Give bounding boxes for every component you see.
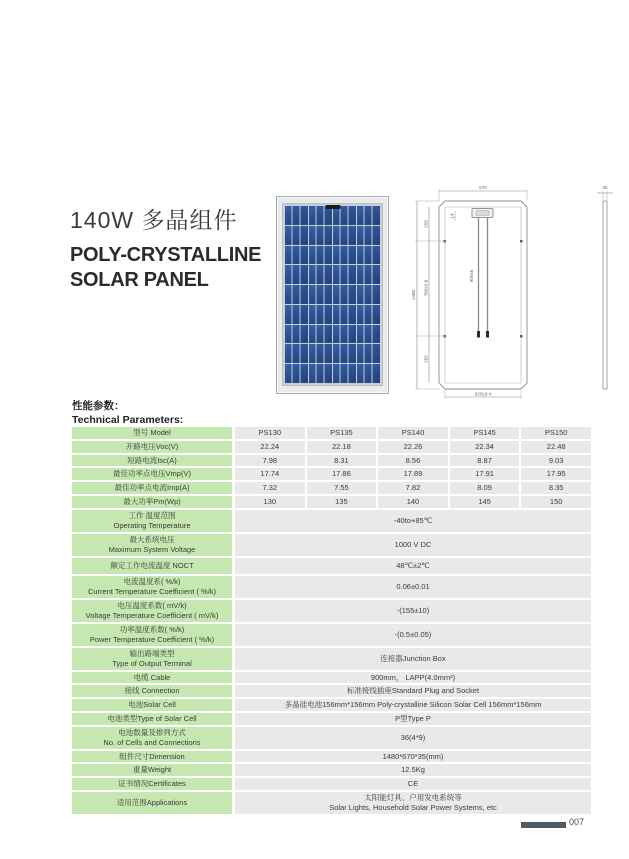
dim-segment-bottom-label: 250 [423,355,429,363]
cell-value: 17.91 [450,468,520,480]
table-row-imp [72,482,591,494]
solar-cell [309,246,332,265]
footer-accent-bar [521,822,566,828]
cell-value: 连接器Junction Box [235,648,591,670]
solar-cell [285,344,308,363]
row-label: 最佳功率点电流Imp(A) [72,482,232,494]
table-row-output-terminal [72,648,591,670]
cell-value: PS130 [235,427,305,439]
solar-panel-photo [276,196,389,394]
solar-cell [333,344,356,363]
solar-cell [333,246,356,265]
mount-hole [520,240,522,242]
solar-cell [357,265,380,284]
solar-cell [309,265,332,284]
cell-value: 8.35 [521,482,591,494]
solar-cell [285,226,308,245]
cell-value: 7.98 [235,455,305,467]
cell-value: 22.18 [307,441,377,453]
table-row-voc [72,441,591,453]
row-label-zh: 功率温度系数( %/k) [119,624,185,634]
row-values [235,441,591,453]
cell-value: 17.95 [521,468,591,480]
row-label-en: Voltage Temperature Coefficient ( mV/k) [85,610,219,620]
cell-value: 9.03 [521,455,591,467]
table-row-operating-temperature [72,510,591,532]
spec-table [72,427,591,816]
cell-value: 150 [521,496,591,508]
solar-cell [285,206,308,225]
dim-segment-top-label: 250 [423,220,429,228]
table-row-voltage-temp-coefficient [72,600,591,622]
cell-value: -(155±10) [235,600,591,622]
cell-value: 22.34 [450,441,520,453]
row-label-zh: 工作 温度范围 [128,510,176,520]
solar-cell [285,246,308,265]
solar-cell [357,364,380,383]
dim-segment-mid-label: 780±0.6 [423,279,429,297]
cell-value: -40to+85℃ [235,510,591,532]
cell-value: 900mm， LAPP(4.0mm²) [235,672,591,684]
row-label [72,624,232,646]
solar-cell [357,325,380,344]
row-values [235,482,591,494]
solar-cell [357,305,380,324]
solar-cell [309,285,332,304]
cell-value: PS135 [307,427,377,439]
dim-width-top-label: 670 [479,185,487,190]
solar-cell [357,344,380,363]
parameters-heading-en: Technical Parameters: [72,414,184,426]
solar-cell [309,226,332,245]
table-row-model [72,427,591,439]
cell-value: 8.56 [378,455,448,467]
cell-value: 22.24 [235,441,305,453]
solar-cell [357,285,380,304]
cell-value: 标准接线插座Standard Plug and Socket [235,685,591,697]
cell-value-zh: 太阳能灯具、户用发电系统等 [364,793,462,802]
cell-value-en: Solar Lights, Household Solar Power Systems, etc [329,802,497,812]
solar-cell [285,325,308,344]
solar-cell [357,226,380,245]
solar-cell [357,246,380,265]
row-label: 开路电压Voc(V) [72,441,232,453]
solar-cell [285,305,308,324]
product-title-en-line2: SOLAR PANEL [70,269,209,291]
table-row-current-temp-coefficient [72,576,591,598]
row-label-en: Maximum System Voltage [108,544,196,554]
solar-cell [357,206,380,225]
dim-thickness-label: 35 [602,185,608,190]
row-label-en: Power Temperature Coefficient ( %/k) [89,634,215,644]
cell-value: 36(4*9) [235,727,591,749]
table-row-cells-connections [72,727,591,749]
cell-value: 8.87 [450,455,520,467]
product-title-zh: 140W 多晶组件 [70,207,238,233]
row-label: 最大功率Pm(Wp) [72,496,232,508]
parameters-heading [72,398,183,426]
row-values [235,468,591,480]
cell-value: 多晶硅电池156mm*156mm Poly-crystalline Silicon Solar Cell 156mm*156mm [235,699,591,711]
row-label: 适用范围Applications [72,792,232,814]
table-row-isc [72,455,591,467]
row-label [72,648,232,670]
solar-cell [309,325,332,344]
cell-value: 135 [307,496,377,508]
table-row-cell-type [72,713,591,725]
solar-cell [333,285,356,304]
cell-value: 48℃±2℃ [235,558,591,574]
row-label [72,600,232,622]
solar-panel-cell-grid [282,203,383,386]
solar-cell [309,364,332,383]
row-label: 电池类型Type of Solar Cell [72,713,232,725]
cell-value: 17.74 [235,468,305,480]
row-label-en: Type of Output Terminal [112,658,192,668]
row-label-zh: 最大系统电压 [129,534,175,544]
dimension-drawing [407,181,629,403]
product-title-en-line1: POLY-CRYSTALLINE [70,244,262,266]
row-label-zh: 电流温度系( %/k) [123,576,181,586]
cell-value [235,792,591,814]
cell-value: PS140 [378,427,448,439]
panel-outline [439,201,527,389]
table-row-max-system-voltage [72,534,591,556]
cell-value: PS150 [521,427,591,439]
cell-value: 0.06±0.01 [235,576,591,598]
table-row-vmp [72,468,591,480]
row-label-en: Operating Temperature [113,520,191,530]
cell-value: 8.31 [307,455,377,467]
table-row-weight [72,764,591,776]
cell-value: 130 [235,496,305,508]
connector-left [477,331,480,338]
solar-cell [333,305,356,324]
row-label: 证书情况Certificates [72,778,232,790]
cell-value: 1480*670*35(mm) [235,751,591,763]
title-block [70,202,261,293]
cell-value: 17.86 [307,468,377,480]
row-label: 电缆 Cable [72,672,232,684]
solar-cell [333,226,356,245]
cell-value: 12.5Kg [235,764,591,776]
row-label [72,534,232,556]
row-label: 额定工作电流温度 NOCT [72,558,232,574]
dimension-drawing-svg [407,181,629,403]
dim-box-offset-label: 14 [449,213,455,219]
row-label: 型号 Model [72,427,232,439]
row-label: 组件尺寸Dimension [72,751,232,763]
page-number: 007 [569,817,585,827]
row-label-zh: 电压温度系数( mV/k) [117,600,187,610]
junction-box-lid [476,211,489,215]
parameters-heading-zh: 性能参数： [72,400,125,412]
table-row-power-temp-coefficient [72,624,591,646]
row-label-zh: 电池数量及排列方式 [118,727,186,737]
table-row-dimension [72,751,591,763]
cell-value: 7.32 [235,482,305,494]
table-row-pm [72,496,591,508]
dim-height-total-label: 1480 [411,289,416,301]
cell-value: PS145 [450,427,520,439]
dim-width-bottom-label: 620±0.4 [474,391,492,397]
solar-cell [333,325,356,344]
dim-cable-length-label: 900±5 [469,269,474,283]
solar-cell [333,364,356,383]
product-title-en [70,243,261,293]
row-label-en: No. of Cells and Connections [103,737,201,747]
solar-cell [285,285,308,304]
solar-cell [309,305,332,324]
cell-value: 22.26 [378,441,448,453]
mount-hole [520,335,522,337]
row-label [72,727,232,749]
row-label [72,510,232,532]
cell-value: 7.82 [378,482,448,494]
row-label: 电池Solar Cell [72,699,232,711]
table-row-noct [72,558,591,574]
row-label [72,576,232,598]
cell-value: 17.89 [378,468,448,480]
table-row-solar-cell [72,699,591,711]
solar-cell [285,265,308,284]
table-row-connection [72,685,591,697]
cell-value: 140 [378,496,448,508]
cell-value: 22.48 [521,441,591,453]
cell-value: P型Type P [235,713,591,725]
solar-cell [285,364,308,383]
row-values [235,496,591,508]
panel-side-view [603,201,607,389]
row-values [235,427,591,439]
row-label-en: Current Temperature Coefficient ( %/k) [87,586,217,596]
connector-right [486,331,489,338]
row-label: 短路电流Isc(A) [72,455,232,467]
table-row-certificates [72,778,591,790]
cell-value: 145 [450,496,520,508]
cell-value: CE [235,778,591,790]
cell-value: 1000 V DC [235,534,591,556]
cell-value: 7.55 [307,482,377,494]
table-row-applications [72,792,591,814]
row-label: 最佳功率点电压Vmp(V) [72,468,232,480]
row-values [235,455,591,467]
row-label-zh: 输出路端类型 [129,648,175,658]
table-row-cable [72,672,591,684]
solar-cell [333,265,356,284]
row-label: 接线 Connection [72,685,232,697]
solar-cell [309,344,332,363]
row-label: 重量Weight [72,764,232,776]
panel-nameplate-sticker [325,205,340,209]
cell-value: -(0.5±0.05) [235,624,591,646]
cell-value: 8.09 [450,482,520,494]
